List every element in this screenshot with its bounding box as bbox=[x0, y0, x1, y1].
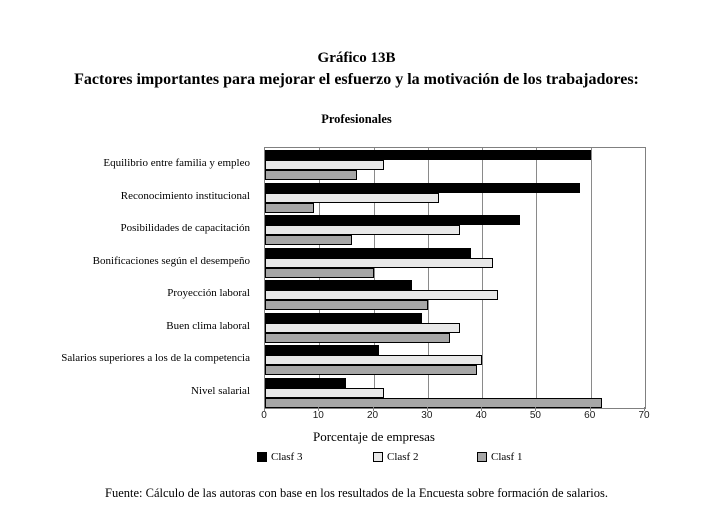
bar-clasf-1 bbox=[265, 235, 352, 245]
bar-clasf-1 bbox=[265, 268, 374, 278]
category-label: Posibilidades de capacitación bbox=[120, 222, 250, 235]
bar-clasf-2 bbox=[265, 388, 384, 398]
legend-item bbox=[477, 451, 522, 463]
category-label: Nivel salarial bbox=[191, 384, 250, 397]
legend-swatch-clasf1 bbox=[477, 452, 487, 462]
bar-group bbox=[265, 246, 645, 279]
category-label: Salarios superiores a los de la competencia bbox=[61, 352, 250, 365]
bar-clasf-2 bbox=[265, 193, 439, 203]
bar-clasf-1 bbox=[265, 365, 477, 375]
legend-item bbox=[373, 451, 418, 463]
bar-clasf-1 bbox=[265, 300, 428, 310]
bar-group bbox=[265, 213, 645, 246]
bar-clasf-3 bbox=[265, 150, 591, 160]
chart-title: Gráfico 13B bbox=[317, 50, 396, 66]
x-tick-label: 70 bbox=[638, 410, 650, 421]
bar-clasf-2 bbox=[265, 258, 493, 268]
bar-clasf-2 bbox=[265, 290, 498, 300]
category-label: Bonificaciones según el desempeño bbox=[92, 254, 250, 267]
bar-group bbox=[265, 311, 645, 344]
bar-clasf-2 bbox=[265, 355, 482, 365]
legend-label: Clasf 3 bbox=[271, 451, 303, 463]
x-tick-label: 60 bbox=[584, 410, 596, 421]
x-tick-label: 20 bbox=[367, 410, 379, 421]
bar-clasf-1 bbox=[265, 333, 450, 343]
plot-area bbox=[264, 147, 646, 409]
bar-clasf-3 bbox=[265, 345, 379, 355]
bar-clasf-1 bbox=[265, 203, 314, 213]
bar-clasf-1 bbox=[265, 398, 602, 408]
bar-group bbox=[265, 181, 645, 214]
category-label: Proyección laboral bbox=[167, 287, 250, 300]
bar-clasf-3 bbox=[265, 248, 471, 258]
legend-swatch-clasf3 bbox=[257, 452, 267, 462]
category-label: Buen clima laboral bbox=[166, 319, 250, 332]
bar-group bbox=[265, 376, 645, 409]
bar-group bbox=[265, 148, 645, 181]
legend-label: Clasf 1 bbox=[491, 451, 523, 463]
bar-clasf-1 bbox=[265, 170, 357, 180]
source-note: Fuente: Cálculo de las autoras con base en los resultados de la Encuesta sobre formación de salarios. bbox=[105, 486, 608, 500]
x-axis-label: Porcentaje de empresas bbox=[312, 429, 435, 444]
x-tick-label: 30 bbox=[421, 410, 433, 421]
bar-clasf-3 bbox=[265, 313, 422, 323]
bar-group bbox=[265, 343, 645, 376]
bar-clasf-3 bbox=[265, 183, 580, 193]
chart-subtitle-main: Factores importantes para mejorar el esfuerzo y la motivación de los trabajadores: bbox=[74, 71, 639, 88]
bar-clasf-2 bbox=[265, 323, 460, 333]
legend-swatch-clasf2 bbox=[373, 452, 383, 462]
bar-group bbox=[265, 278, 645, 311]
x-tick-label: 0 bbox=[261, 410, 267, 421]
category-axis bbox=[0, 147, 256, 407]
bar-clasf-2 bbox=[265, 225, 460, 235]
x-tick-label: 40 bbox=[475, 410, 487, 421]
legend bbox=[0, 451, 713, 467]
bar-clasf-3 bbox=[265, 215, 520, 225]
x-tick-label: 50 bbox=[529, 410, 541, 421]
legend-item bbox=[257, 451, 302, 463]
bar-groups bbox=[265, 148, 645, 408]
legend-label: Clasf 2 bbox=[387, 451, 419, 463]
bar-clasf-2 bbox=[265, 160, 384, 170]
bar-clasf-3 bbox=[265, 280, 412, 290]
x-tick-label: 10 bbox=[312, 410, 324, 421]
bar-clasf-3 bbox=[265, 378, 346, 388]
category-label: Reconocimiento institucional bbox=[120, 189, 250, 202]
chart-subtitle-group: Profesionales bbox=[321, 112, 392, 126]
category-label: Equilibrio entre familia y empleo bbox=[103, 157, 250, 170]
x-axis bbox=[261, 410, 650, 424]
